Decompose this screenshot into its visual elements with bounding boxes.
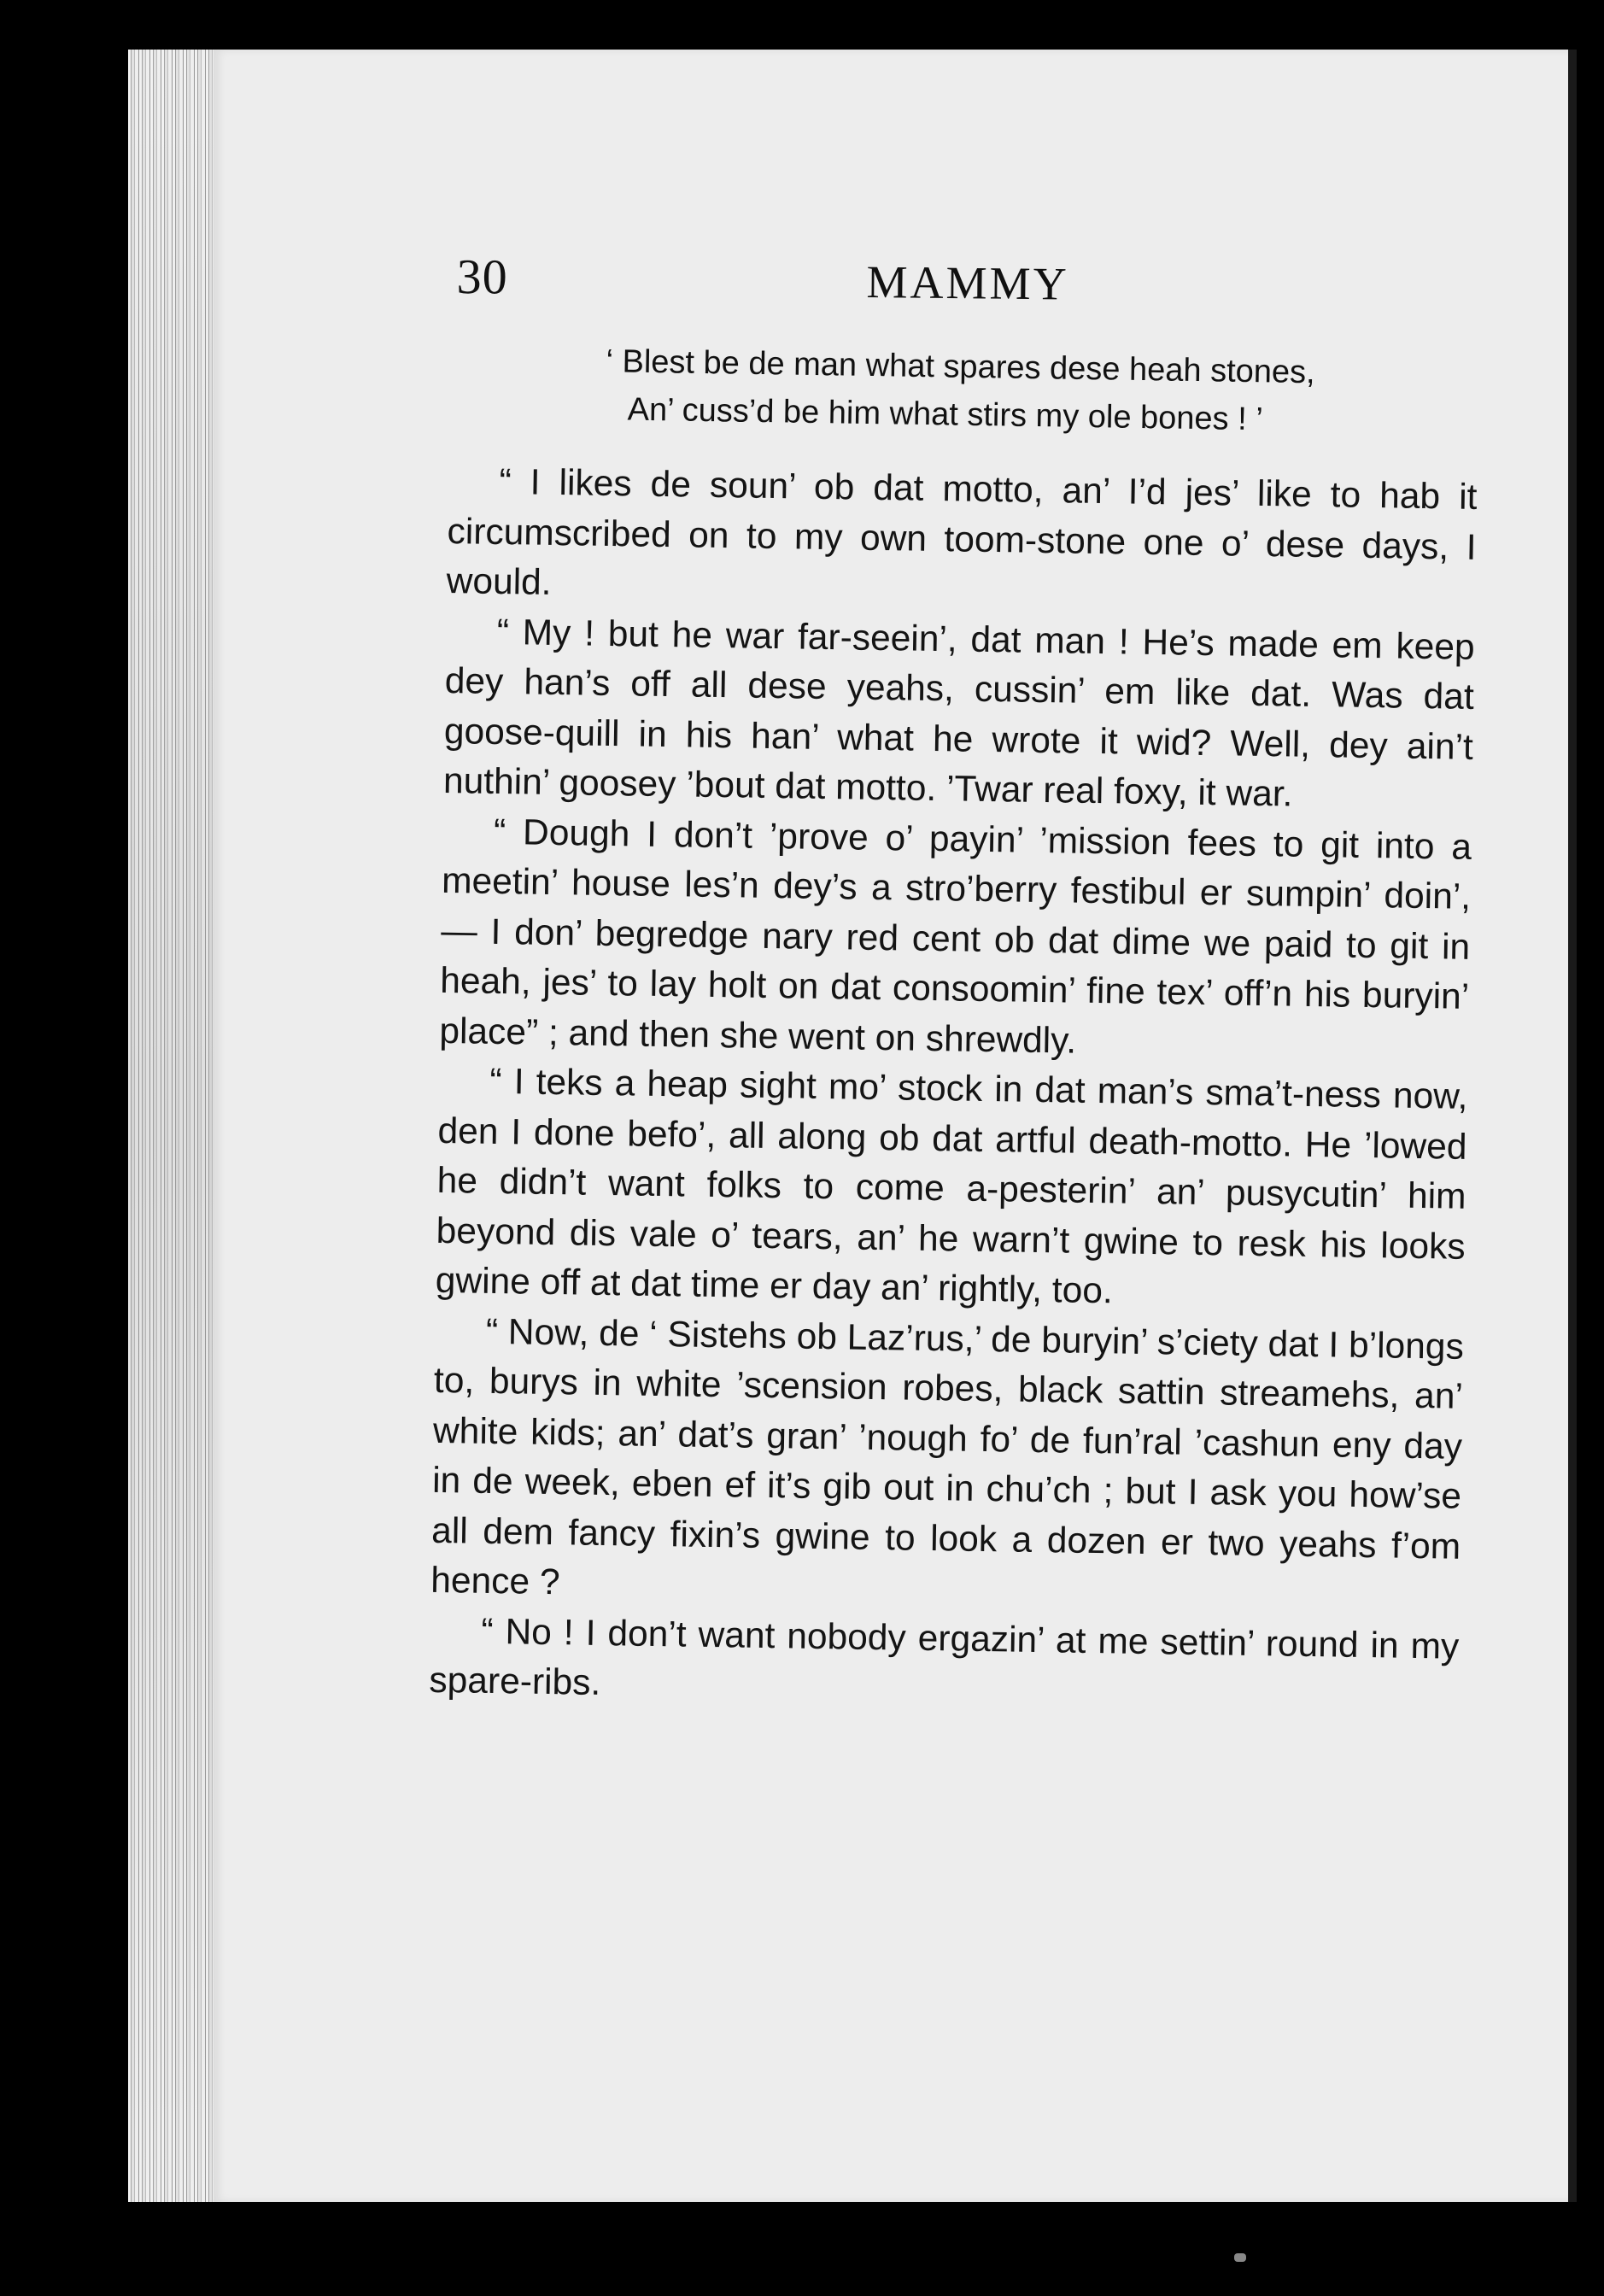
epitaph-line: An’ cuss’d be him what stirs my ole bones ! ’ — [627, 391, 1264, 438]
page-number: 30 — [456, 248, 508, 305]
paragraph: “ I teks a heap sight mo’ stock in dat man’s sma’t-ness now, den I done befo’, all along ob dat artful death-motto. He ’lowed he didn’t want folks to come a-pesterin’ an’ pusycutin’ him beyond dis vale o’ tears, an’ he warn’t gwine to resk his looks gwine off at dat time er day an’ rightly, too. — [435, 1061, 1468, 1312]
page-right-edge — [1568, 50, 1577, 2202]
epitaph-line: ‘ Blest be de man what spares dese heah stones, — [606, 343, 1315, 391]
scan-artifact — [1234, 2253, 1246, 2262]
paragraph: “ Dough I don’t ’prove o’ payin’ ’mission fees to git into a meetin’ house les’n dey’s a stro’berry festibul er sumpin’ doin’, — I don’ begredge nary red cent ob dat dime we paid to git in heah, jes’ to lay holt on dat consoomin’ fine tex’ off’n his buryin’ place” ; and then she went on shrewdly. — [439, 811, 1472, 1062]
running-head: MAMMY — [866, 256, 1069, 310]
body-text — [429, 457, 1478, 1722]
paragraph: “ My ! but he war far-seein’, dat man ! He’s made em keep dey han’s off all dese yeahs, cussin’ em like dat. Was dat goose-quill in his han’ what he wrote it wid? Well, dey ain’t nuthin’ goosey ’bout dat motto. ’Twar real foxy, it war. — [442, 612, 1476, 815]
paragraph: “ I likes de soun’ ob dat motto, an’ I’d jes’ like to hab it circumscribed on to my own toom-stone one o’ dese days, I would. — [446, 461, 1478, 603]
epitaph-quote — [596, 337, 1367, 445]
paragraph: “ Now, de ‘ Sistehs ob Laz’rus,’ de buryin’ s’ciety dat I b’longs to, burys in white ’scension robes, black sattin streamehs, an’ white kids; an’ dat’s gran’ ’nough fo’ de fun’ral ’cashun eny day in de week, eben ef it’s gib out in chu’ch ; but I ask you how’se all dem fancy fixin’s gwine to look a dozen er two yeahs f’om hence ? — [430, 1311, 1465, 1603]
page-header — [456, 248, 1499, 327]
paragraph: “ No ! I don’t want nobody ergazin’ at me settin’ round in my spare-ribs. — [429, 1611, 1460, 1703]
